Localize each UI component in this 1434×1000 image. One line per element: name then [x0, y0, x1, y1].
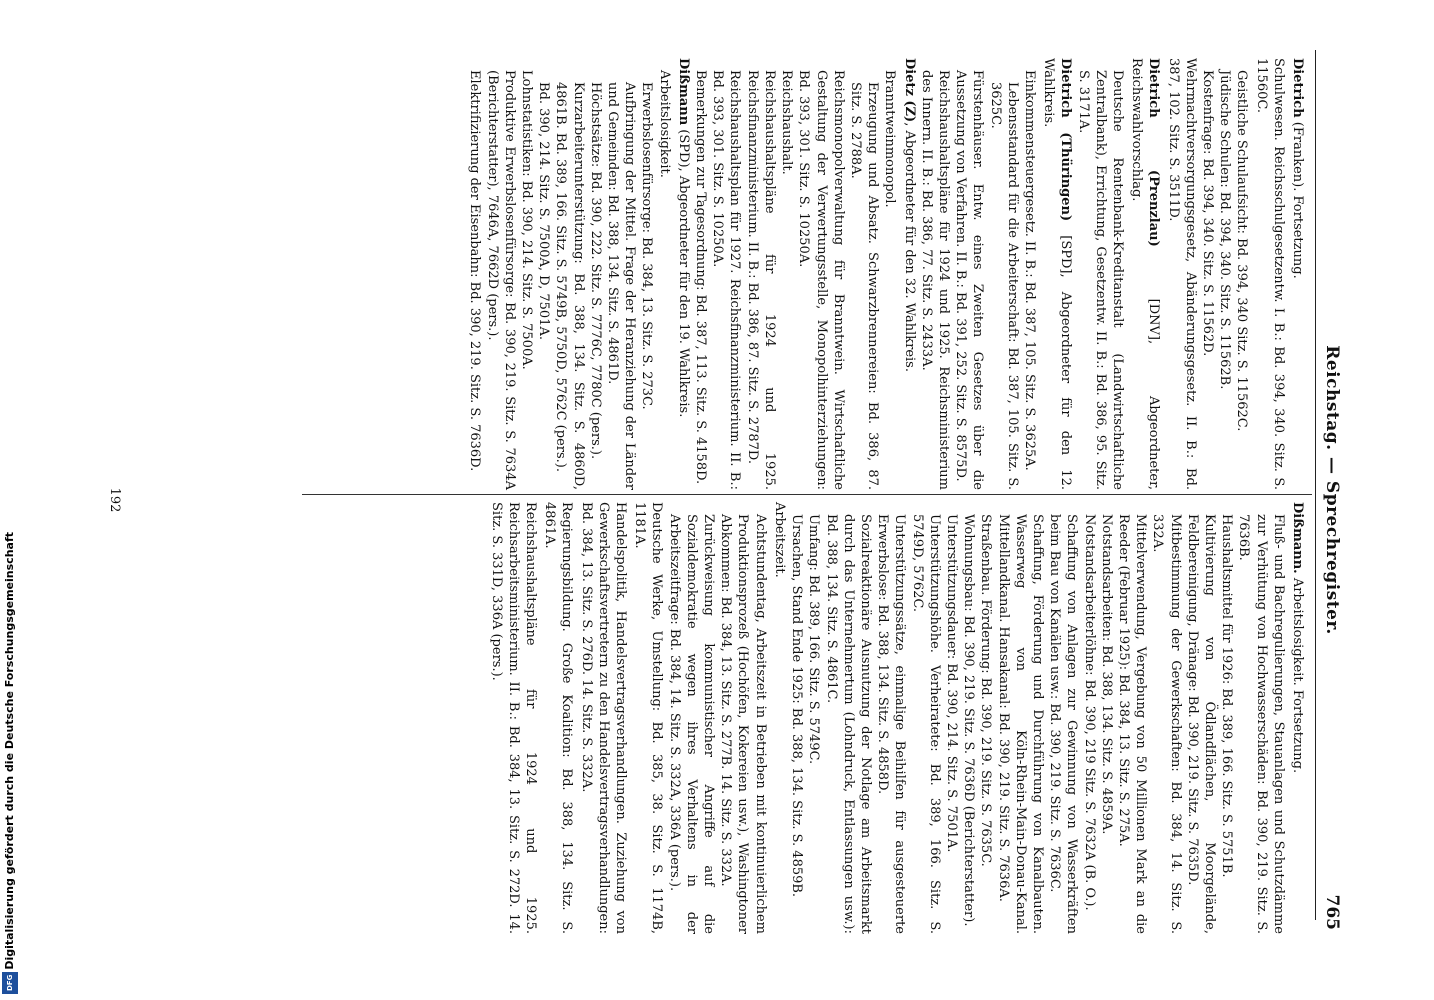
entry-text: Arbeitslosigkeit.: [656, 70, 672, 178]
entry-text: Umfang: Bd. 389, 166. Sitz. S. 5749C.: [806, 514, 822, 765]
index-entry: [795, 70, 847, 490]
header-rule: [1315, 50, 1316, 920]
entry-text: Höchstsätze: Bd. 390, 222. Sitz. S. 7776C, 7780C (pers.).: [587, 82, 603, 460]
entry-text: , Abgeordneter für den 32. Wahlkreis.: [901, 122, 917, 372]
index-entry: [874, 514, 908, 934]
index-entry: [943, 514, 960, 934]
index-entry: [552, 82, 586, 490]
index-entry: [655, 70, 672, 490]
dfg-logo-icon: DFG: [2, 972, 18, 994]
footer-page-number: 192: [107, 487, 122, 513]
index-entry: [1021, 70, 1038, 490]
digitization-text: Digitalisierung gefördert durch die Deutsche Forschungsgemeinschaft: [3, 532, 16, 970]
index-entry: [487, 502, 539, 934]
page-title: Reichstag. — Sprechregister.: [1322, 345, 1342, 635]
entry-text: Notstandsarbeiten: Bd. 388, 134. Sitz. S. 4859A.: [1098, 514, 1114, 835]
index-entry: [1164, 58, 1198, 490]
index-entry: [709, 70, 743, 490]
index-entry: [1233, 70, 1250, 490]
index-entry: [483, 70, 517, 490]
index-entry: [994, 514, 1046, 934]
index-entry: [1252, 58, 1286, 490]
entry-text: Arbeitslosigkeit. Fortsetzung.: [1290, 573, 1305, 774]
index-entry: [1235, 514, 1287, 934]
index-entry: [1289, 502, 1306, 934]
entry-text: Kostenfrage: Bd. 394, 340. Sitz. S. 11562D.: [1199, 70, 1215, 357]
index-entry: [960, 514, 977, 934]
index-entry: [1289, 58, 1306, 490]
index-entry: [1115, 514, 1149, 934]
index-entry: [587, 82, 604, 490]
entry-text: Haushaltsmittel für 1926: Bd. 389, 166. Sitz. S. 5751B.: [1219, 514, 1235, 878]
entry-text: [DNV], Abgeordneter, Reichswahlvorschlag.: [1129, 58, 1162, 491]
digitization-note: [1, 532, 19, 998]
index-entry: [631, 502, 665, 934]
entry-text: Reichshaushaltsplan für 1927. Reichsfinanzministerium. II. B.: Bd. 393, 301. Sitz. S. 10250A.: [710, 70, 743, 490]
entry-name: Dietrich (Thüringen): [1058, 58, 1074, 222]
entry-text: Regierungsbildung. Große Koalition: Bd. 388, 134. Sitz. S. 4861A.: [542, 502, 575, 934]
entry-text: Schaffung, Förderung und Durchführung von Kanalbauten. Wasserweg von Köln-Rhein-Main-Donau-Kanal. Mittellandkanal. Hansakanal: Bd. 390, 219. Sitz. S. 7636A.: [995, 514, 1045, 934]
entry-name: Dißmann.: [1290, 502, 1305, 574]
entry-text: Reichshaushaltspläne für 1924 und 1925. Reichsarbeitsministerium. II. B.: Bd. 384, 13. Sitz. S. 272D. 14. Sitz. S. 331D, 336A (pers.).: [488, 502, 539, 934]
index-entry: [805, 514, 822, 934]
index-entry: [1218, 514, 1235, 934]
index-entry: [900, 58, 917, 490]
entry-text: Deutsche Werke, Umstellung: Bd. 385, 38. Sitz. S. 1174B, 1181A.: [632, 502, 665, 934]
index-entry: [1216, 70, 1233, 490]
index-entry: [518, 70, 535, 490]
entry-text: Wohnungsbau: Bd. 390, 219. Sitz. S. 7636D (Berichterstatter).: [961, 514, 977, 927]
index-entry: [986, 82, 1020, 490]
entry-text: Mittelverwendung, Vergebung von 50 Millionen Mark an die Reeder (Februar 1925): Bd. 384, 13. Sitz. S. 275A.: [1115, 514, 1149, 934]
entry-text: Ursachen, Stand Ende 1925: Bd. 388, 134. Sitz. S. 4859B.: [789, 514, 805, 898]
index-entry: [692, 70, 709, 490]
index-entry: [1184, 514, 1218, 934]
entry-text: (Franken). Fortsetzung.: [1290, 117, 1305, 279]
entry-text: Kultivierung von Ödlandflächen, Moorgelände, Feldbereinigung, Dränage: Bd. 390, 219. Sitz. S. 7635D.: [1184, 514, 1217, 934]
entry-text: Bemerkungen zur Tagesordnung: Bd. 387, 113. Sitz. S. 4158D.: [693, 70, 709, 485]
entry-text: Erzeugung und Absatz. Schwarzbrennereien: Bd. 386, 87. Sitz. S. 2788A.: [847, 82, 881, 490]
index-entry: [665, 514, 717, 934]
column-divider: [302, 494, 1312, 495]
entry-text: Sozialreaktionäre Ausnutzung der Notlage am Arbeitsmarkt durch das Unternehmertum (Lohndruck, Entlassungen usw.): Bd. 388, 134. Sitz. S. 4861C.: [823, 514, 873, 934]
entry-text: Produktive Erwerbslosenfürsorge: Bd. 390, 219. Sitz. S. 7634A (Berichterstatter), 7646A, 7662D (pers.).: [484, 70, 517, 490]
entry-name: Dietrich (Prenzlau): [1146, 58, 1162, 247]
index-entry: [822, 514, 874, 934]
entry-text: Mitbestimmung der Gewerkschaften: Bd. 384, 14. Sitz. S. 332A.: [1150, 514, 1183, 934]
entry-text: Fürstenhäuser. Entw. eines Zweiten Gesetzes über die Aussetzung von Verfahren. II. B.: Bd. 391, 252. Sitz. S. 8575D.: [953, 70, 986, 490]
page-header: [1318, 50, 1342, 930]
entry-text: Unterstützungssätze, einmalige Beihilfen für ausgesteuerte Erwerbslose: Bd. 388, 134. Sitz. S. 4858D.: [875, 514, 908, 934]
entry-text: Reichshaushalt.: [779, 70, 795, 175]
index-entry: [535, 82, 552, 490]
entry-text: Unterstützungshöhe. Verheiratete: Bd. 389, 166. Sitz. S. 5749D, 5762C.: [909, 514, 942, 934]
entry-text: Fluß- und Bachregulierungen, Stauanlagen und Schutzdämme zur Verhütung von Hochwasserschäden: Bd. 390, 219. Sitz. S. 7636B.: [1236, 514, 1286, 934]
index-entry: [788, 514, 805, 934]
index-entry: [466, 70, 483, 490]
entry-text: Straßenbau. Förderung: Bd. 390, 219. Sitz. S. 7635C.: [978, 514, 994, 867]
entry-name: Dietrich: [1290, 58, 1305, 118]
entry-name: Dietz (Z): [901, 58, 917, 123]
index-entry: [1149, 514, 1183, 934]
entry-text: Erwerbslosenfürsorge: Bd. 384, 13. Sitz. S. 273C.: [639, 82, 655, 410]
index-entry: [1080, 514, 1097, 934]
entry-text: [SPD], Abgeordneter für den 12. Wahlkreis.: [1041, 58, 1074, 490]
entry-text: Achtstundentag, Arbeitszeit in Betrieben mit kontinuierlichem Produktionsprozeß (Hochöfen, Kokereien usw.), Washingtoner Abkommen: Bd. 384, 13. Sitz. S. 277B. 14. Sitz. S. 332A.: [718, 514, 768, 934]
index-entry: [675, 58, 692, 490]
entry-text: Schaffung von Anlagen zur Gewinnung von Wasserkräften beim Bau von Kanälen usw.: Bd. 390, 219. Sitz. S. 7636C.: [1047, 514, 1080, 934]
index-entry: [778, 70, 795, 490]
entry-text: Bd. 390, 214. Sitz. S. 7500A, D, 7501A.: [536, 82, 552, 340]
entry-text: Lohnstatistiken: Bd. 390, 214. Sitz. S. 7500A.: [519, 70, 535, 370]
left-column: [466, 58, 1306, 490]
page-number: 765: [1322, 894, 1342, 930]
entry-text: Einkommensteuergesetz. II. B.: Bd. 387, 105. Sitz. S. 3625A.: [1021, 70, 1037, 471]
entry-text: Lebensstandard für die Arbeiterschaft: Bd. 387, 105. Sitz. S. 3625C.: [987, 82, 1020, 490]
index-entry: [908, 514, 942, 934]
entry-text: Wehrmachtversorgungsgesetz, Abänderungsgesetz. II. B.: Bd. 387, 102. Sitz. S. 3511D.: [1165, 58, 1198, 490]
entry-text: Branntweinmonopol.: [882, 70, 898, 208]
entry-text: Notstandsarbeiterlöhne: Bd. 390, 219 Sitz. S. 7632A (B. O.).: [1081, 514, 1097, 911]
entry-text: Reichshaushaltspläne für 1924 und 1925. Reichsfinanzministerium. II. B.: Bd. 386, 87. Sitz. S. 2787D.: [744, 70, 777, 490]
entry-text: Jüdische Schulen: Bd. 394, 340. Sitz. S. 11562B.: [1217, 70, 1233, 390]
index-entry: [1040, 58, 1074, 490]
index-entry: [604, 82, 638, 490]
index-entry: [717, 514, 769, 934]
right-column: [485, 502, 1306, 934]
entry-text: Deutsche Rentenbank-Kreditanstalt (Landwirtschaftliche Zentralbank), Errichtung, Gesetzentw. II. B.: Bd. 386, 95. Sitz. S. 3171A.: [1075, 70, 1125, 490]
index-entry: [577, 502, 629, 934]
index-entry: [1128, 58, 1162, 490]
entry-text: Geistliche Schulaufsicht: Bd. 394, 340 Sitz. S. 11562C.: [1234, 70, 1250, 432]
entry-text: Reichshaushaltspläne für 1924 und 1925. Reichsministerium des Innern. II. B.: Bd. 386, 77. Sitz. S. 2433A.: [918, 70, 951, 490]
index-entry: [771, 502, 788, 934]
index-entry: [977, 514, 994, 934]
index-entry: [744, 70, 778, 490]
index-entry: [1098, 514, 1115, 934]
entry-text: Reichsmonopolverwaltung für Branntwein. Wirtschaftliche Gestaltung der Verwertungsstelle, Monopolhinterziehungen: Bd. 393, 301. Sitz. S. 10250A.: [796, 70, 846, 490]
index-entry: [1046, 514, 1080, 934]
index-entry: [847, 82, 881, 490]
index-entry: [952, 70, 986, 490]
entry-name: Dißmann: [675, 58, 691, 126]
entry-text: Kurzarbeiterunterstützung: Bd. 388, 134. Sitz. S. 4860D, 4861B. Bd. 389, 166. Sitz. S. 5749B, 5750D, 5762C (pers.).: [553, 82, 586, 490]
index-entry: [918, 70, 952, 490]
entry-text: Elektrifizierung der Eisenbahn: Bd. 390, 219. Sitz. S. 7636D.: [467, 70, 483, 472]
index-entry: [541, 502, 575, 934]
index-entry: [881, 70, 898, 490]
entry-text: Zurückweisung kommunistischer Angriffe auf die Sozialdemokratie wegen ihres Verhaltens in der Arbeitszeitfrage: Bd. 384, 14. Sitz. S. 332A, 336A (pers.).: [666, 514, 717, 934]
index-entry: [1199, 70, 1216, 490]
entry-text: Schulwesen. Reichsschulgesetzentw. I. B.: Bd. 394, 340. Sitz. S. 11560C.: [1253, 58, 1286, 490]
entry-text: Unterstützungsdauer: Bd. 390, 214. Sitz. S. 7501A.: [943, 514, 959, 853]
index-entry: [638, 82, 655, 490]
index-entry: [1074, 70, 1126, 490]
entry-text: Aufbringung der Mittel. Frage der Heranziehung der Länder und Gemeinden: Bd. 388, 134. Sitz. S. 4861D.: [605, 82, 638, 490]
entry-text: Handelspolitik, Handelsvertragsverhandlungen. Zuziehung von Gewerkschaftsvertretern zu den Handelsvertragsverhandlungen: Bd. 384, 13. Sitz. S. 276D. 14. Sitz. S. 332A.: [578, 502, 629, 934]
entry-text: (SPD), Abgeordneter für den 19. Wahlkreis.: [675, 125, 691, 418]
entry-text: Arbeitszeit.: [771, 502, 787, 578]
